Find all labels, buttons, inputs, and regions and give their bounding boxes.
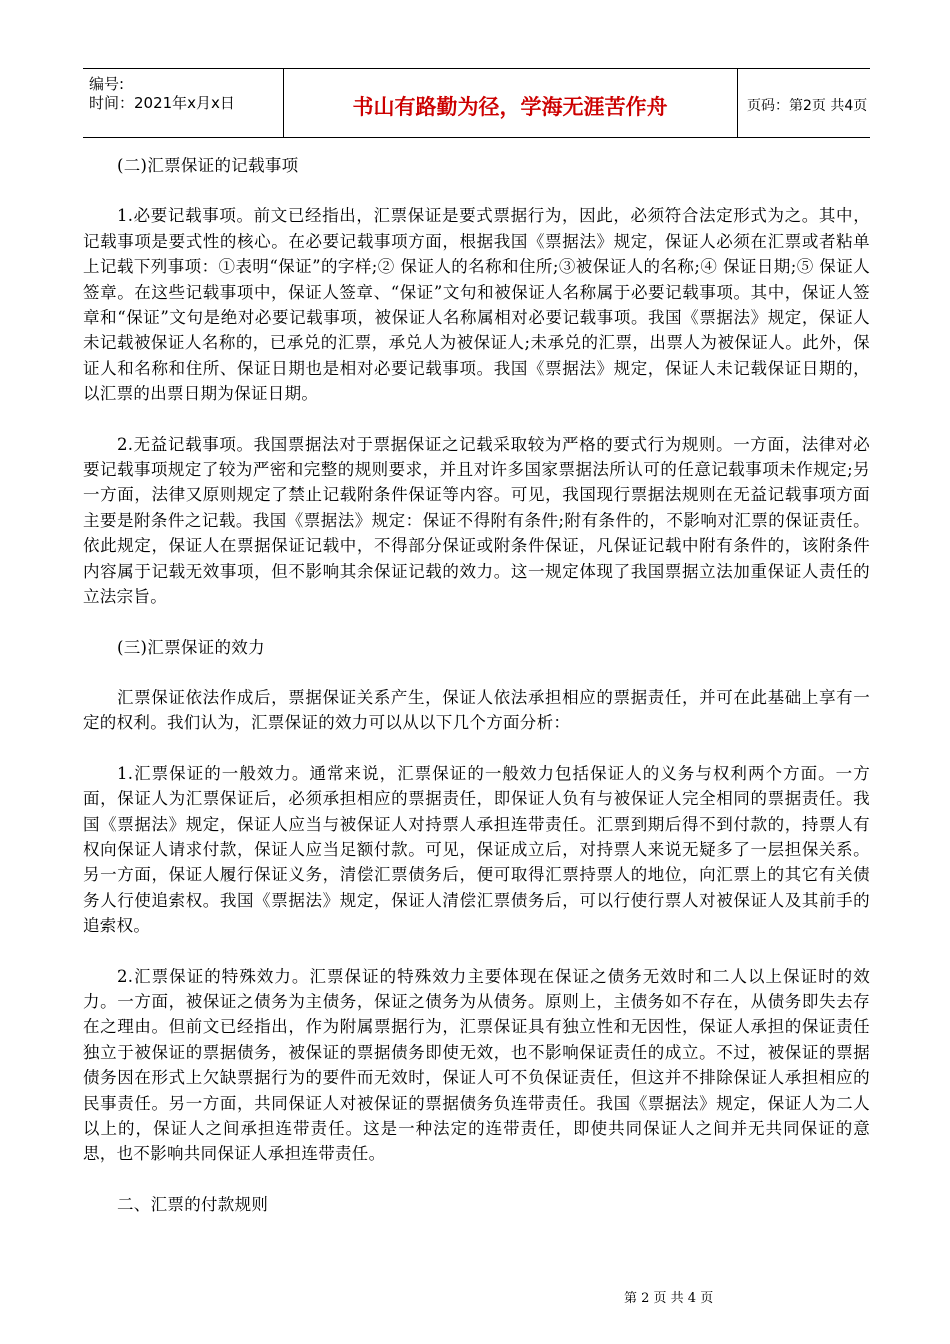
paragraph-useless-items: 2.无益记载事项。我国票据法对于票据保证之记载采取较为严格的要式行为规则。一方面，法律对必要记载事项规定了较为严密和完整的规则要求，并且对许多国家票据法所认可的任意记载事项未作规定;另一方面，法律又原则规定了禁止记载附条件保证等内容。可见，我国现行票据法规则在无益记载事项方面主要是附条件之记载。我国《票据法》规定：保证不得附有条件;附有条件的，不影响对汇票的保证责任。依此规定，保证人在票据保证记载中，不得部分保证或附条件保证，凡保证记载中附有条件的，该附条件内容属于记载无效事项，但不影响其余保证记载的效力。这一规定体现了我国票据立法加重保证人责任的立法宗旨。: [83, 434, 870, 607]
paragraph-effect-intro: 汇票保证依法作成后，票据保证关系产生，保证人依法承担相应的票据责任，并可在此基础上享有一定的权利。我们认为，汇票保证的效力可以从以下几个方面分析：: [83, 687, 870, 733]
section-heading-recording-items: (二)汇票保证的记载事项: [117, 156, 299, 175]
paragraph-general-effect: 1.汇票保证的一般效力。通常来说，汇票保证的一般效力包括保证人的义务与权利两个方面。一方面，保证人为汇票保证后，必须承担相应的票据责任，即保证人负有与被保证人完全相同的票据责任。我国《票据法》规定，保证人应当与被保证人对持票人承担连带责任。汇票到期后得不到付款的，持票人有权向保证人请求付款，保证人应当足额付款。可见，保证成立后，对持票人来说无疑多了一层担保关系。另一方面，保证人履行保证义务，清偿汇票债务后，便可取得汇票持票人的地位，向汇票上的其它有关债务人行使追索权。我国《票据法》规定，保证人清偿汇票债务后，可以行使行票人对被保证人及其前手的追索权。: [83, 763, 870, 936]
motto-text: 书山有路勤为径，学海无涯苦作舟: [352, 95, 668, 119]
header-page-cell: [737, 69, 870, 137]
header-meta-cell: [83, 69, 284, 137]
document-number-label: 编号:: [89, 75, 125, 93]
paragraph-necessary-items: 1.必要记载事项。前文已经指出，汇票保证是要式票据行为，因此，必须符合法定形式为之。其中，记载事项是要式性的核心。在必要记载事项方面，根据我国《票据法》规定，保证人必须在汇票或者粘单上记载下列事项：①表明“保证”的字样;② 保证人的名称和住所;③被保证人的名称;④ 保证日期;⑤ 保证人签章。在这些记载事项中，保证人签章、“保证”文句和被保证人名称属于必要记载事项。其中，保证人签章和“保证”文句是绝对必要记载事项，被保证人名称属相对必要记载事项。我国《票据法》规定，保证人未记载被保证人名称的，已承兑的汇票，承兑人为被保证人;未承兑的汇票，出票人为被保证人。此外，保证人和名称和住所、保证日期也是相对必要记载事项。我国《票据法》规定，保证人未记载保证日期的，以汇票的出票日期为保证日期。: [83, 206, 870, 404]
document-time-label: 时间：2021年x月x日: [89, 94, 235, 112]
page-footer: 第 2 页 共 4 页: [624, 1291, 714, 1306]
section-heading-effect: (三)汇票保证的效力: [117, 637, 265, 657]
header-motto-cell: [283, 69, 738, 137]
document-body: [83, 153, 870, 1217]
page-header: [83, 68, 870, 138]
paragraph-special-effect: 2.汇票保证的特殊效力。汇票保证的特殊效力主要体现在保证之债务无效时和二人以上保证时的效力。一方面，被保证之债务为主债务，保证之债务为从债务。原则上，主债务如不存在，从债务即失去存在之理由。但前文已经指出，作为附属票据行为，汇票保证具有独立性和无因性，保证人承担的保证责任独立于被保证的票据债务，被保证的票据债务即使无效，也不影响保证责任的成立。不过，被保证的票据债务因在形式上欠缺票据行为的要件而无效时，保证人可不负保证责任，但这并不排除保证人承担相应的民事责任。另一方面，共同保证人对被保证的票据债务负连带责任。我国《票据法》规定，保证人为二人以上的，保证人之间承担连带责任。这是一种法定的连带责任，即使共同保证人之间并无共同保证的意思，也不影响共同保证人承担连带责任。: [83, 966, 870, 1164]
section-heading-payment-rules: 二、汇票的付款规则: [117, 1194, 269, 1214]
header-page-number: 页码：第2页 共4页: [747, 98, 868, 114]
